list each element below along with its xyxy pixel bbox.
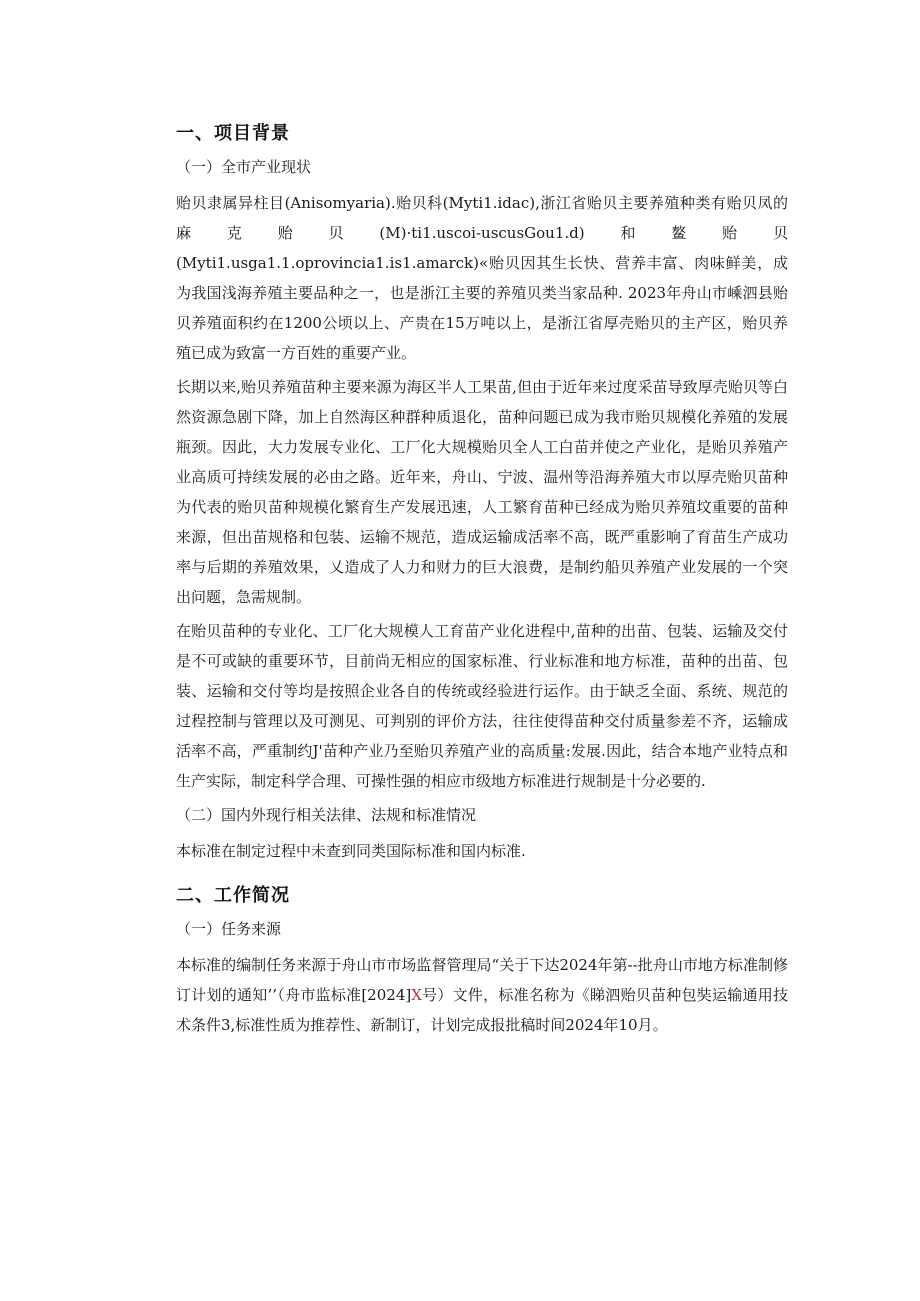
paragraph-task-source xyxy=(176,950,788,1040)
section-heading-work-overview: 二、工作简况 xyxy=(176,885,290,906)
subheading-task-source: （一）任务来源 xyxy=(176,920,282,938)
paragraph-mussel-intro: 贻贝隶属异柱目(Anisomyaria).贻贝科(Myti1.idac),浙江省贻贝主要养殖种类有贻贝凤的麻克贻贝(M)·ti1.uscoi-uscusGou1.d)和鳌贻贝(Myti1.usga1.1.oprovincia1.is1.amarck)«贻贝因其生长快、营养丰富、肉味鲜美，成为我国浅海养殖主要品种之一，也是浙江主要的养殖贝类当家品种. 2023年舟山市嵊泗县贻贝养殖面积约在1200公顷以上、产贵在15万吨以上，是浙江省厚壳贻贝的主产区，贻贝养殖已成为致富一方百姓的重要产业。 xyxy=(176,194,788,362)
task-source-text-b: 号）文件，标准名称为《睇泗贻贝苗种包奘运输通用技术条件3,标准性质为推荐性、新制订，计划完成报批稿时间2024年10月。 xyxy=(176,986,788,1034)
paragraph-no-standards-found: 本标准在制定过程中未查到同类国际标准和国内标准. xyxy=(176,842,526,860)
paragraph-standardization-need: 在贻贝苗种的专业化、工厂化大规模人工育苗产业化进程中,苗种的出苗、包装、运输及交付是不可或缺的重要环节，目前尚无相应的国家标准、行业标准和地方标准，苗种的出苗、包装、运输和交付等均是按照企业各自的传统或经验进行运作。由于缺乏全面、系统、规范的过程控制与管理以及可测见、可判别的评价方法，往往使得苗种交付质量参差不齐，运输成活率不高，严重制约J'苗种产业乃至贻贝养殖产业的高质量:发展.因此，结合本地产业特点和生产实际，制定科学合理、可操性强的相应市级地方标准进行规制是十分必要的. xyxy=(176,622,788,790)
section-heading-background: 一、项目背景 xyxy=(176,123,290,144)
document-number-placeholder: X xyxy=(411,986,422,1004)
subheading-laws-standards: （二）国内外现行相关法律、法规和标准情况 xyxy=(176,806,477,824)
subheading-industry-status: （一）全市产业现状 xyxy=(176,158,312,176)
task-source-text-a: 本标准的编制任务来源于舟山市市场监督管理局“关于下达2024年第--批舟山市地方标准制修订计划的通知’’（舟市监标准[2024] xyxy=(176,956,788,1004)
paragraph-seed-problem: 长期以来,贻贝养殖苗种主要来源为海区半人工果苗,但由于近年来过度采苗导致厚壳贻贝等白然资源急剧下降，加上自然海区种群种质退化，苗种问题已成为我市贻贝规模化养殖的发展瓶颈。因此，大力发展专业化、工厂化大规模贻贝全人工白苗并使之产业化，是贻贝养殖产业高质可持续发展的必由之路。近年来，舟山、宁波、温州等沿海养殖大市以厚壳贻贝苗种为代表的贻贝苗种规模化繁育生产发展迅速，人工繁育苗种已经成为贻贝养殖坟重要的苗种来源，但出苗规格和包装、运输不规范，造成运输成活率不高，既严重影响了育苗生产成功率与后期的养殖效果，乂造成了人力和财力的巨大浪费，是制约船贝养殖产业发展的一个突出问题，急需规制。 xyxy=(176,378,788,606)
document-content xyxy=(176,118,788,1044)
